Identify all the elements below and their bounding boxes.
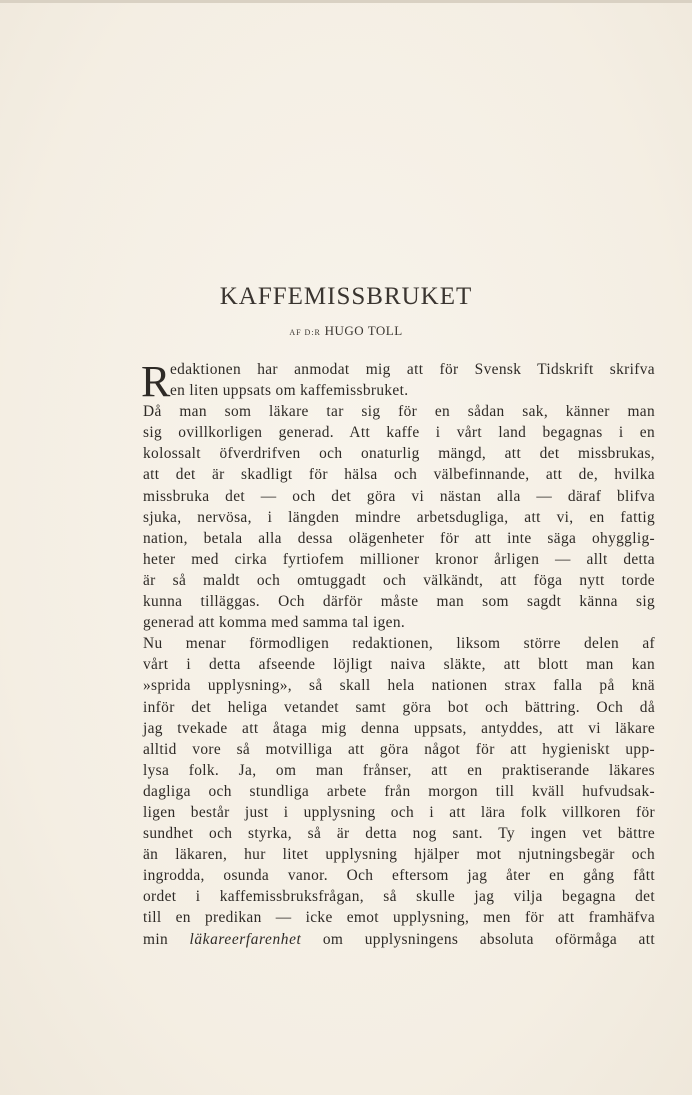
body-line: ligen består just i upplysning och i att lära folk villkoren för	[143, 803, 655, 821]
body-line: heter med cirka fyrtiofem millioner kronor årligen — allt detta	[143, 550, 655, 568]
body-line: sjuka, nervösa, i längden mindre arbetsdugliga, att vi, en fattig	[143, 508, 655, 526]
line-text-start: min	[143, 930, 168, 948]
body-line: än läkaren, hur litet upplysning hjälper mot njutningsbegär och	[143, 846, 655, 864]
body-line: dagliga och stundliga arbete från morgon till kväll hufvudsak-	[143, 782, 655, 800]
body-line: Nu menar förmodligen redaktionen, liksom större delen af	[143, 635, 655, 653]
drop-cap: R	[141, 357, 171, 406]
body-line: sundhet och styrka, så är detta nog sant. Ty ingen vet bättre	[143, 825, 655, 843]
body-line: »sprida upplysning», så skall hela nationen strax falla på knä	[143, 677, 655, 695]
byline	[0, 323, 692, 339]
line-text: edaktionen har anmodat mig att för Svensk Tidskrift skrifva	[170, 361, 655, 378]
body-line: att det är skadligt för hälsa och välbefinnande, att de, hvilka	[143, 466, 655, 484]
body-line: inför det heliga vetandet samt göra bot och bättring. Och då	[143, 698, 655, 716]
body-line: en liten uppsats om kaffemissbruket.	[170, 382, 409, 400]
body-line: lysa folk. Ja, om man frånser, att en praktiserande läkares	[143, 761, 655, 779]
body-line: ordet i kaffemissbruksfrågan, så skulle jag vilja begagna det	[143, 888, 655, 906]
body-line-last	[143, 929, 655, 950]
body-line: Då man som läkare tar sig för en sådan sak, känner man	[143, 403, 655, 421]
byline-prefix: AF D:R	[289, 328, 321, 337]
body-line: är så maldt och omtuggadt och välkändt, att föga nytt torde	[143, 571, 655, 589]
body-line: alltid vore så motvilliga att göra något för att hygieniskt upp-	[143, 740, 655, 758]
body-line: sig ovillkorligen generad. Att kaffe i vårt land begagnas i en	[143, 424, 655, 442]
body-line: nation, betala alla dessa olägenheter för att inte säga ohygglig-	[143, 529, 655, 547]
page-top-edge	[0, 0, 692, 3]
body-line: jag tvekade att åtaga mig denna uppsats, antyddes, att vi läkare	[143, 719, 655, 737]
body-line: generad att komma med samma tal igen.	[143, 614, 406, 632]
line-text-italic: läkareerfarenhet	[189, 930, 302, 948]
article-title: KAFFEMISSBRUKET	[219, 283, 473, 310]
body-line: ingrodda, osunda vanor. Och eftersom jag åter en gång fått	[143, 867, 655, 885]
byline-author: HUGO TOLL	[324, 323, 403, 338]
body-line: till en predikan — icke emot upplysning, men för att framhäfva	[143, 909, 655, 927]
article-body	[143, 359, 655, 950]
line-text-end: om upplysningens absoluta oförmåga att	[322, 930, 655, 948]
body-line: missbruka det — och det göra vi nästan alla — däraf blifva	[143, 487, 655, 505]
body-line: kunna tilläggas. Och därför måste man som sagdt känna sig	[143, 593, 655, 611]
body-line: vårt i detta afseende löjligt naiva släkte, att blott man kan	[143, 656, 655, 674]
body-line: kolossalt öfverdrifven och onaturlig mängd, att det missbrukas,	[143, 445, 655, 463]
